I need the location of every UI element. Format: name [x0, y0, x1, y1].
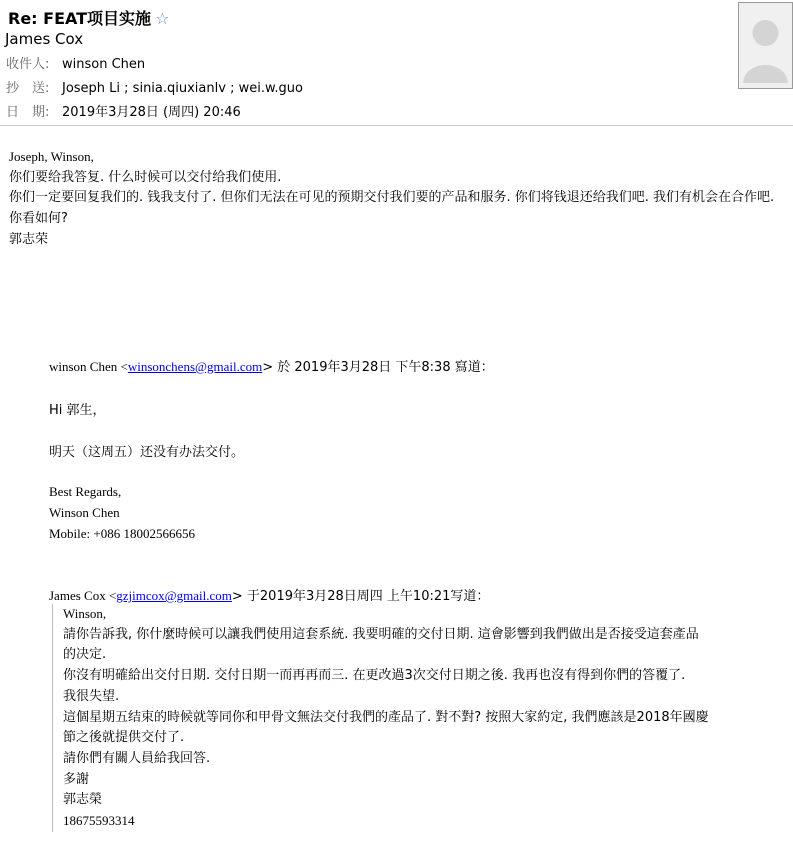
quote1-body: 明天（这周五）还没有办法交付。 [49, 445, 245, 460]
quote2-email-link[interactable]: gzjimcox@gmail.com [116, 588, 232, 603]
quoted-line: 請你告訴我, 你什麼時候可以讓我們使用這套系統. 我要明確的交付日期. 這會影響到我們做出是否接受這套產品 [63, 626, 699, 642]
quoted-line: 你沒有明確給出交付日期. 交付日期一而再再而三. 在更改過3次交付日期之後. 我再也沒有得到你們的答覆了. [63, 668, 686, 684]
avatar[interactable] [738, 2, 793, 89]
cc-value[interactable]: Joseph Li ; sinia.qiuxianlv ; wei.w.guo [62, 81, 303, 96]
date-label: 日 期: [6, 105, 50, 120]
quote1-sig-line: Winson Chen [49, 505, 120, 520]
quoted-line: Winson, [63, 606, 107, 621]
cc-row [6, 77, 303, 96]
quote1-header-prefix: winson Chen < [49, 359, 128, 374]
quote1-sig-line: Best Regards, [49, 484, 122, 499]
quoted-line: 的决定. [63, 647, 107, 663]
quote2-header-prefix: James Cox < [49, 588, 117, 603]
quoted-line: 18675593314 [63, 813, 135, 829]
to-value[interactable]: winson Chen [62, 57, 146, 72]
quoted-line: 節之後就提供交付了. [63, 730, 185, 746]
sender-name: James Cox [5, 30, 84, 48]
message-line: 你们要给我答复. 什么时候可以交付给我们使用. [9, 169, 282, 185]
to-row [6, 53, 145, 72]
message-line: Joseph, Winson, [9, 149, 94, 164]
quote1-email-link[interactable]: winsonchens@gmail.com [127, 359, 263, 374]
message-body [9, 147, 789, 251]
quote1-header-suffix: > 於 2019年3月28日 下午8:38 寫道： [262, 360, 494, 375]
date-row [6, 101, 241, 120]
quoted-line: 郭志榮 [63, 792, 103, 808]
quote1-header [49, 356, 494, 375]
quoted-line: 我很失望. [63, 688, 120, 704]
cc-label: 抄 送: [6, 81, 50, 96]
to-label: 收件人: [6, 57, 50, 72]
quoted-line: 多謝 [63, 771, 90, 787]
quote2-header-suffix: > 于2019年3月28日周四 上午10:21写道： [231, 589, 490, 604]
quoted-message [52, 604, 763, 832]
email-subject [8, 6, 169, 29]
quoted-line: 請你們有關人員給我回答. [63, 750, 211, 766]
quoted-line: 這個星期五结束的時候就等同你和甲骨文無法交付我們的產品了. 對不對? 按照大家約定, 我們應該是2018年國慶 [63, 709, 709, 725]
email-header [0, 0, 793, 126]
quote1-sig-line: Mobile: +086 18002566656 [49, 526, 195, 541]
quote1-greeting: Hi 郭生， [49, 403, 106, 418]
quote2-header [49, 585, 489, 604]
subject-text: Re: FEAT项目实施 [8, 9, 152, 28]
message-line: 你看如何? [9, 211, 68, 227]
date-value: 2019年3月28日 (周四) 20:46 [62, 105, 241, 120]
avatar-placeholder-icon [739, 3, 792, 88]
star-icon[interactable]: ☆ [155, 9, 170, 28]
message-line: 你们一定要回复我们的. 钱我支付了. 但你们无法在可见的预期交付我们要的产品和服务. 你们将钱退还给我们吧. 我们有机会在合作吧. [9, 190, 775, 206]
message-line: 郭志荣 [9, 231, 49, 247]
